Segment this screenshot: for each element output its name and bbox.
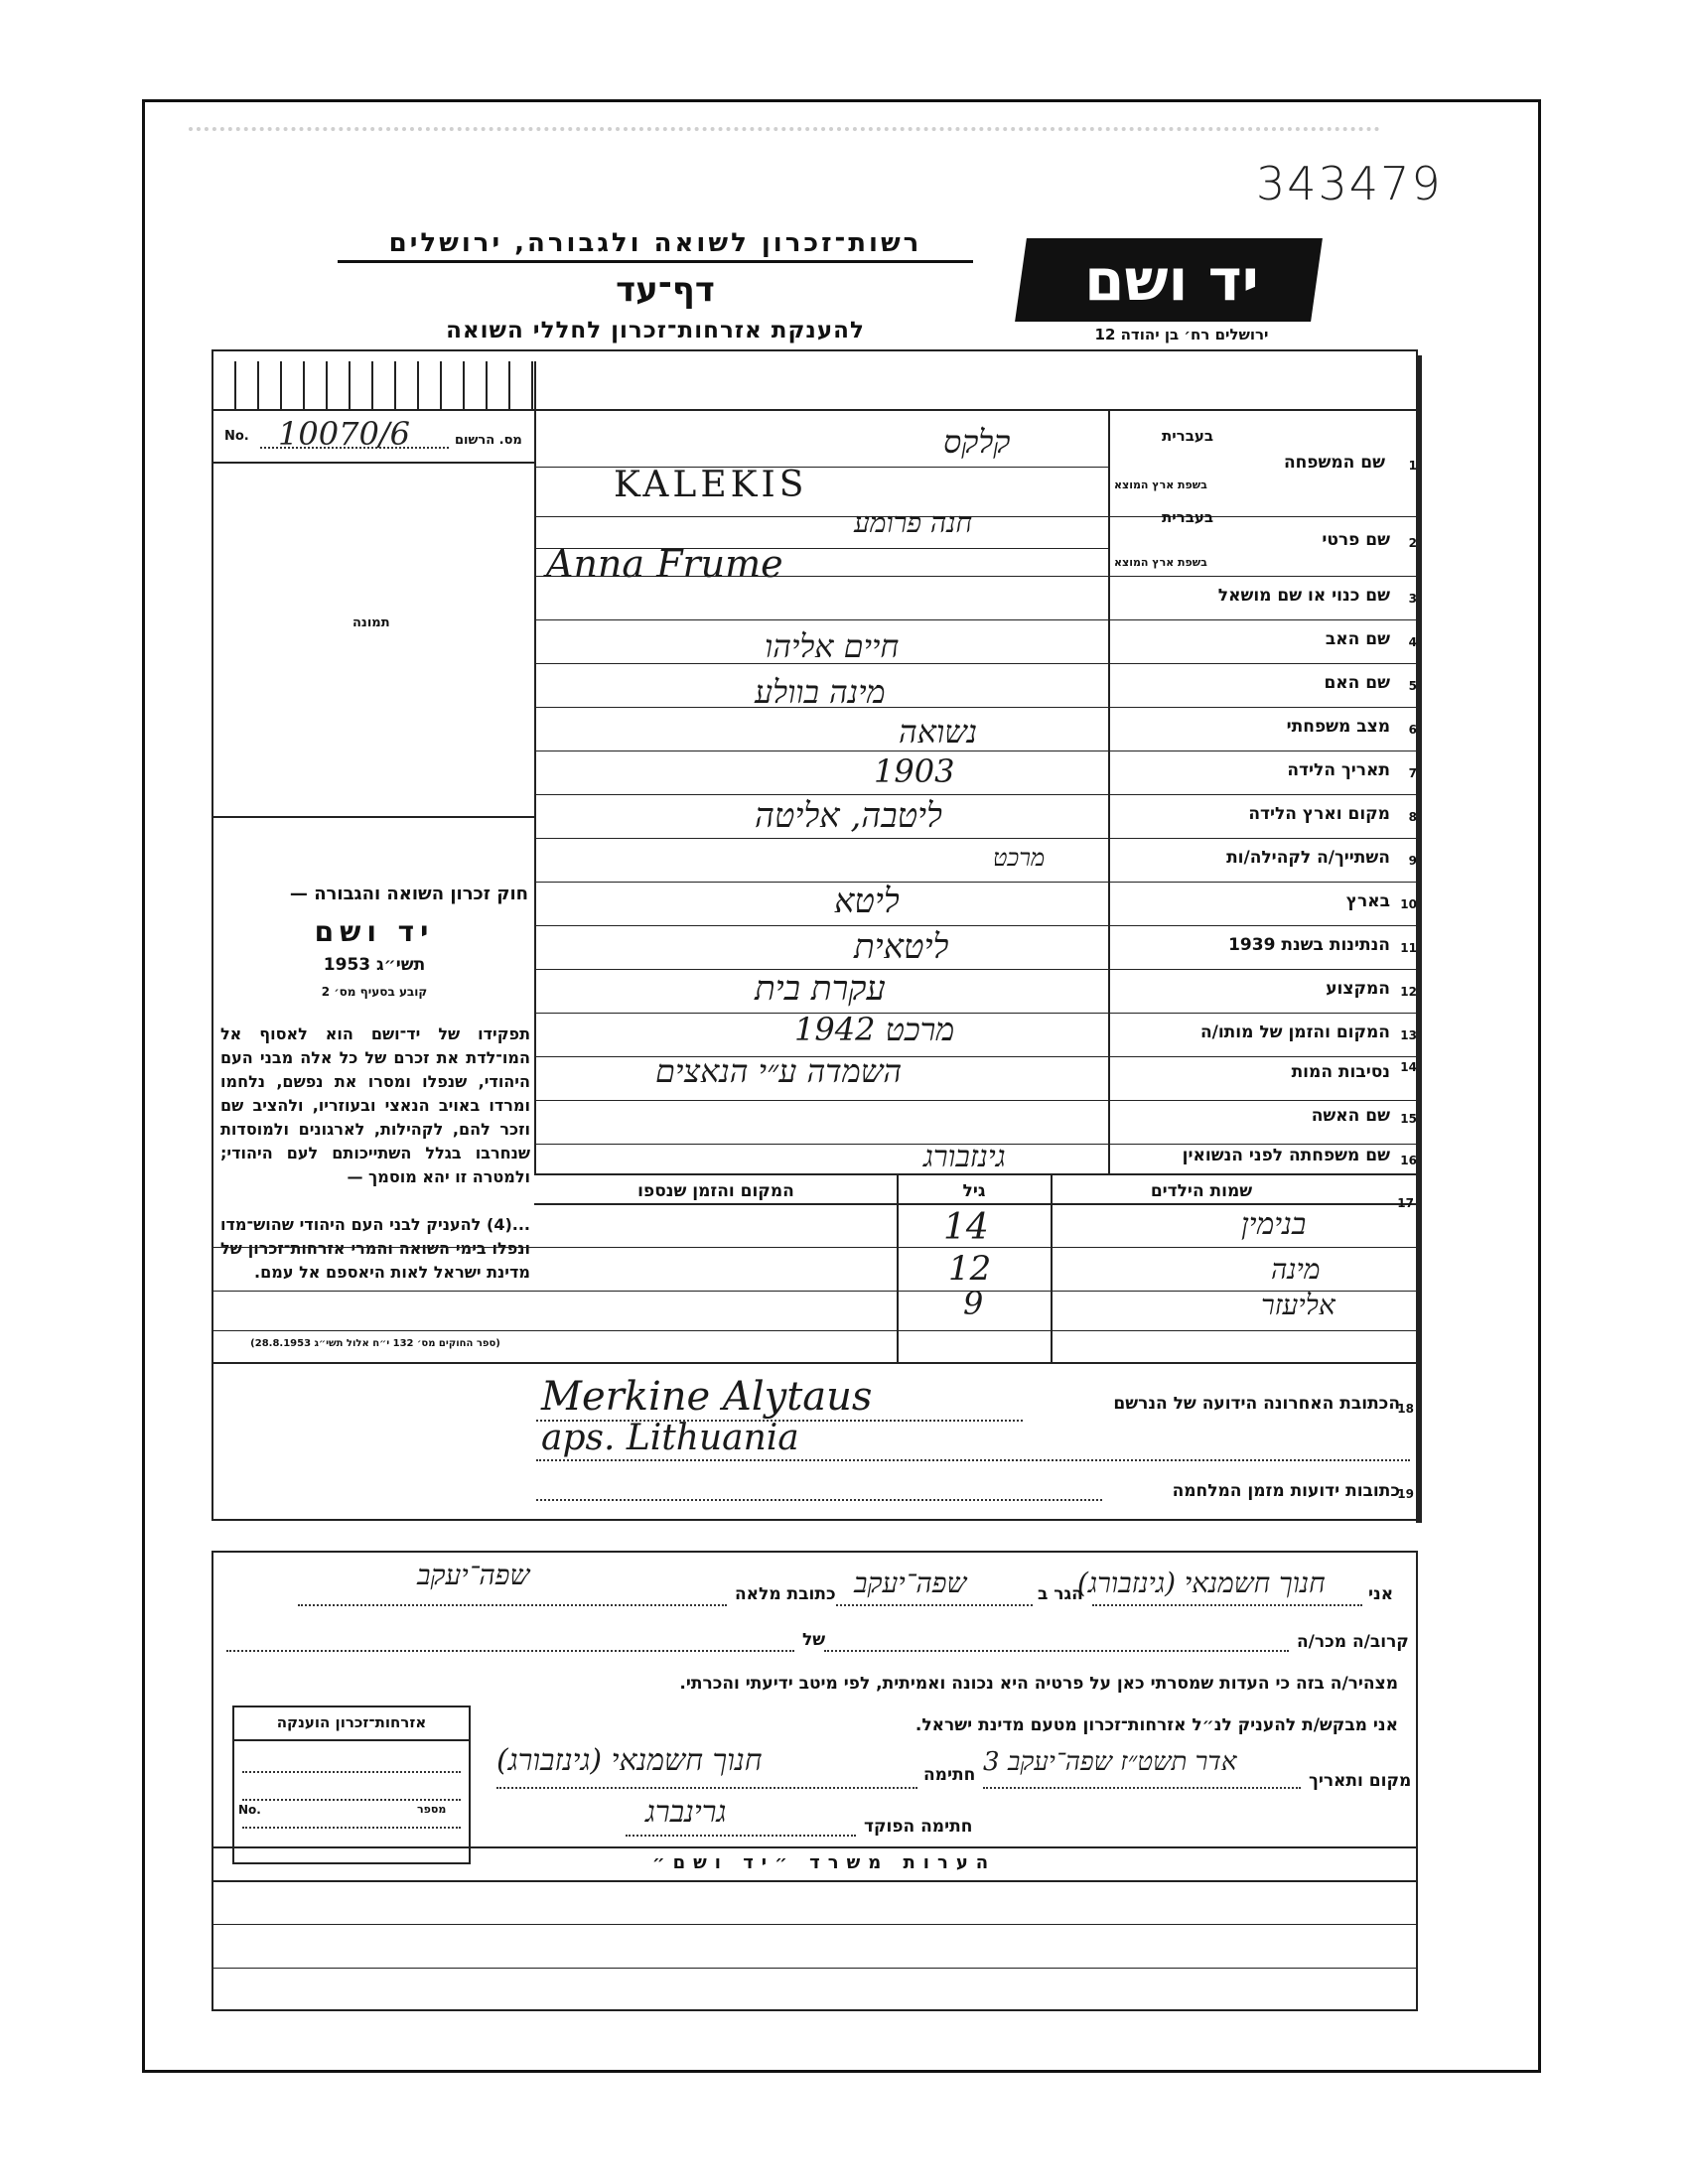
law-year: תשי״ג 1953: [323, 955, 426, 975]
row-18-label: הכתובת האחרונה הידועה של הנרשם: [1113, 1394, 1400, 1414]
row-14-num: 14: [1400, 1060, 1417, 1074]
signature-label: חתימה: [923, 1765, 976, 1785]
of-label: של: [802, 1630, 826, 1650]
row-8-num: 8: [1408, 810, 1417, 824]
declarant-town: שפה־יעקב: [854, 1567, 967, 1599]
row-15-num: 15: [1400, 1112, 1417, 1126]
full-address-label: כתובת מלאה: [735, 1584, 836, 1604]
award-number-label: מספר: [417, 1803, 447, 1816]
law-clause: קובע בסעיף מס׳ 2: [321, 985, 428, 999]
official-sig-label: חתימה הפוקד: [864, 1817, 973, 1837]
row-3-label: שם כנוי או שם מושאל: [1217, 586, 1390, 606]
record-number: 343479: [1256, 157, 1443, 210]
row-18-value-line1: Merkine Alytaus: [541, 1374, 873, 1420]
declaration-text: מצהיר/ה בזה כי העדות שמסרתי כאן על פרטיה היא נכונה ואמיתית, לפי מיטב ידיעתי והכרתי.: [679, 1674, 1398, 1694]
row-10-num: 10: [1400, 897, 1417, 911]
row-1-sub1: בעברית: [1162, 427, 1213, 445]
child-2-name: מינה: [1271, 1253, 1321, 1286]
logo-address: ירושלים רח׳ בן יהודה 12: [1094, 326, 1269, 343]
child-1-age: 14: [943, 1207, 989, 1248]
form-shadow: [1416, 355, 1422, 1523]
law-ref: (ספר החוקים מס׳ 132 י״ח אלול תשי״ג 28.8.1953): [250, 1338, 500, 1349]
row-4-num: 4: [1408, 635, 1417, 649]
row-1-value-en: KALEKIS: [614, 465, 808, 505]
row-1-label: שם המשפחה: [1283, 453, 1385, 473]
row-3-num: 3: [1408, 592, 1417, 606]
place-date-value: 3 אדר תשט״ז שפה־יעקב: [983, 1747, 1237, 1777]
lives-in-label: הגר ב: [1038, 1584, 1083, 1604]
faint-header-text: [189, 127, 1380, 153]
row-16-label: שם משפחתה לפני הנשואין: [1182, 1146, 1390, 1165]
row-10-value: ליטא: [834, 882, 900, 921]
row-2-value-en: Anna Frume: [546, 542, 783, 586]
row-19-label: כתובות ידועות מזמן המלחמה: [1172, 1481, 1400, 1501]
row-14-label: נסיבות המות: [1291, 1062, 1390, 1082]
row-7-value: 1903: [874, 752, 955, 790]
row-5-label: שם האם: [1324, 673, 1390, 693]
row-11-label: הנתינות בשנת 1939: [1228, 935, 1390, 955]
row-19-num: 19: [1397, 1487, 1414, 1501]
row-1-value-he: קלקס: [943, 423, 1011, 461]
row-5-value: מינה בוולע: [755, 673, 886, 711]
child-3-name: אליעזר: [1261, 1289, 1336, 1321]
row-8-value: ליטבה, אליטה: [755, 796, 942, 836]
row-14-value: השמדה ע״י הנאצים: [655, 1052, 903, 1090]
declarant-full-address: שפה־יעקב: [417, 1559, 530, 1591]
place-date-label: מקום ותאריך: [1309, 1771, 1412, 1791]
row-13-label: המקום והזמן של מותו/ה: [1199, 1023, 1390, 1042]
ticks-row: [213, 361, 534, 411]
law-text-1: תפקידו של יד־ושם הוא לאסוף אל המו־לדת את זכרם של כל אלה מבני העם היהודי, שנפלו ומסרו את נפשם, נלחמו ומרדו באויב הנאצי ובעוזריו, ולהציב שם וזכר להם, לקהילות, לארגונים ולמוסדות שנחרבו בגלל השתייכותם לעם היהודי; ולמטרה זו יהא מוסמך —: [220, 1024, 530, 1186]
law-title: חוק זכרון השואה והגבורה —: [289, 884, 528, 904]
reg-no-label: No.: [224, 429, 249, 444]
row-2-value-he: חנה פרומע: [854, 506, 973, 539]
children-col-place: המקום והזמן שנספו: [637, 1181, 794, 1201]
row-6-num: 6: [1408, 723, 1417, 737]
row-7-num: 7: [1408, 766, 1417, 780]
row-6-value: נשואה: [899, 713, 978, 751]
child-3-age: 9: [963, 1285, 984, 1322]
award-no-label: No.: [238, 1803, 261, 1817]
row-4-label: שם האב: [1325, 629, 1390, 649]
form-title: דף־עד: [616, 270, 715, 310]
row-13-value: מרכט 1942: [794, 1011, 955, 1048]
form-subtitle: להענקת אזרחות־זכרון לחללי השואה: [446, 318, 865, 343]
row-6-label: מצב משפחתי: [1286, 717, 1390, 737]
row-8-label: מקום וארץ הלידה: [1248, 804, 1390, 824]
row-1-num: 1: [1408, 459, 1417, 473]
award-box-title: אזרחות־זכרון הוענקה: [276, 1713, 427, 1731]
row-9-value: מרכט: [993, 844, 1046, 872]
row-9-num: 9: [1408, 854, 1417, 868]
row-13-num: 13: [1400, 1028, 1417, 1042]
children-col-names: שמות הילדים: [1150, 1181, 1253, 1201]
official-signature: גרינברג: [645, 1795, 727, 1830]
row-12-value: עקרת בית: [755, 969, 886, 1009]
children-col-age: גיל: [962, 1181, 986, 1201]
authority-name: רשות־זכרון לשואה ולגבורה, ירושלים: [388, 228, 922, 258]
reg-number-label: מס. הרשום: [455, 433, 522, 448]
law-text-2: ...(4) להעניק לבני העם היהודי שהוש־מדו ונפלו בימי השואה והמרי אזרחות־זכרון של מדינת ישראל לאות היאספם אל עמם.: [220, 1215, 530, 1282]
declarant-ani-label: אני: [1368, 1584, 1394, 1604]
row-9-label: השתייך/ה לקהילה/ות: [1226, 848, 1390, 868]
row-18-num: 18: [1397, 1402, 1414, 1416]
row-1-sub2: בשפת ארץ המוצא: [1114, 478, 1207, 491]
row-7-label: תאריך הלידה: [1287, 760, 1390, 780]
logo-text: יד ושם: [1084, 246, 1259, 314]
row-12-label: המקצוע: [1326, 979, 1390, 999]
child-2-age: 12: [948, 1249, 992, 1289]
child-1-name: בנימין: [1241, 1207, 1307, 1242]
law-name: יד ושם: [314, 915, 435, 948]
row-16-num: 16: [1400, 1154, 1417, 1167]
row-16-value: גינזבורג: [923, 1140, 1006, 1174]
row-4-value: חיים אליהו: [765, 627, 900, 665]
reg-number-value: 10070/6: [278, 415, 410, 453]
row-5-num: 5: [1408, 679, 1417, 693]
row-17-num: 17: [1397, 1196, 1414, 1210]
row-2-sub2: בשפת ארץ המוצא: [1114, 556, 1207, 569]
row-2-label: שם פרטי: [1322, 530, 1390, 550]
row-15-label: שם האשה: [1311, 1106, 1390, 1126]
signature-value: חנוך חשמנאי (גינזבורג): [496, 1743, 763, 1778]
row-11-num: 11: [1400, 941, 1417, 955]
photo-label: תמונה: [352, 615, 390, 630]
declarant-name: חנוך חשמנאי (גינזבורג): [1077, 1567, 1326, 1599]
relative-label: קרוב/ה מכר/ה: [1297, 1632, 1409, 1652]
remarks-title: הערות משרד ״יד ושם״: [651, 1852, 997, 1873]
row-10-label: בארץ: [1345, 891, 1390, 911]
row-12-num: 12: [1400, 985, 1417, 999]
row-18-value-line2: aps. Lithuania: [541, 1418, 799, 1458]
row-2-sub1: בעברית: [1162, 508, 1213, 526]
request-text: אני מבקש/ת להעניק לנ״ל אזרחות־זכרון מטעם מדינת ישראל.: [914, 1715, 1398, 1735]
row-11-value: ליטאית: [854, 927, 949, 967]
row-2-num: 2: [1408, 536, 1417, 550]
